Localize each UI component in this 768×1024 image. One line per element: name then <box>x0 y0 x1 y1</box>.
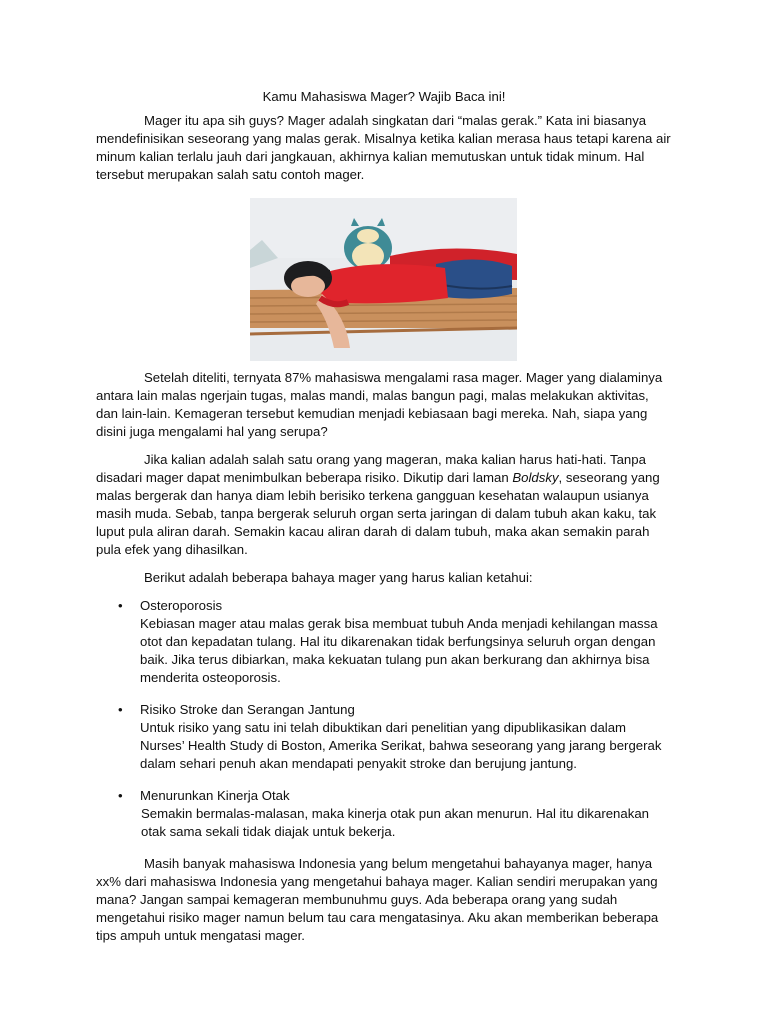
list-item <box>96 597 672 687</box>
closing-paragraph: Masih banyak mahasiswa Indonesia yang belum mengetahui bahayanya mager, hanya xx% dari mahasiswa Indonesia yang mengetahui bahaya mager. Kalian sendiri merupakan yang mana? Jangan sampai kemageran membunuhmu guys. Ada beberapa orang yang sudah mengetahui risiko mager namun belum tau cara mengatasinya. Aku akan memberikan beberapa tips ampuh untuk mengatasi mager. <box>96 856 659 943</box>
list-item-heading: Osteroporosis <box>140 598 223 613</box>
list-item-heading: Menurunkan Kinerja Otak <box>140 788 290 803</box>
bullet-icon: • <box>118 788 123 803</box>
list-item-body: Kebiasan mager atau malas gerak bisa membuat tubuh Anda menjadi kehilangan massa otot dan kepadatan tulang. Hal itu dikarenakan tidak berfungsinya seluruh organ dengan baik. Jika terus dibiarkan, maka kekuatan tulang pun akan berkurang dan akhirnya bisa menderita osteoporosis. <box>140 616 658 685</box>
person-lying-on-bed-photo <box>250 198 517 361</box>
list-item-heading: Risiko Stroke dan Serangan Jantung <box>140 702 355 717</box>
bullet-icon: • <box>118 702 123 717</box>
intro-paragraph: Mager itu apa sih guys? Mager adalah singkatan dari “malas gerak.” Kata ini biasanya mendefinisikan seseorang yang malas gerak. Misalnya ketika kalian merasa haus tetapi karena air minum kalian terlalu jauh dari jangkauan, akhirnya kalian memutuskan untuk tidak minum. Hal tersebut merupakan salah satu contoh mager. <box>96 113 671 182</box>
list-intro-paragraph: Berikut adalah beberapa bahaya mager yang harus kalian ketahui: <box>144 570 533 585</box>
list-item <box>96 701 672 773</box>
list-item-body: Semakin bermalas-malasan, maka kinerja otak pun akan menurun. Hal itu dikarenakan otak sama sekali tidak diajak untuk bekerja. <box>141 806 649 839</box>
list-item-body: Untuk risiko yang satu ini telah dibuktikan dari penelitian yang dipublikasikan dalam Nurses’ Health Study di Boston, Amerika Serikat, bahwa seseorang yang jarang bergerak dalam sehari penuh akan mendapati penyakit stroke dan berujung jantung. <box>140 720 662 771</box>
list-item <box>96 787 672 841</box>
risk-text-after: , seseorang yang malas bergerak dan hanya diam lebih berisiko terkena gangguan kesehatan walaupun usianya masih muda. Sebab, tanpa bergerak seluruh organ serta jaringan di dalam tubuh akan kaku, tak luput pula aliran darah. Semakin kacau aliran darah di dalam tubuh, maka akan semakin parah pula efek yang dihasilkan. <box>96 470 660 557</box>
document-title: Kamu Mahasiswa Mager? Wajib Baca ini! <box>262 89 506 104</box>
bullet-icon: • <box>118 598 123 613</box>
risk-paragraph <box>96 451 672 559</box>
danger-list <box>96 597 672 841</box>
risk-text-before: Jika kalian adalah salah satu orang yang mageran, maka kalian harus hati-hati. Tanpa disadari mager dapat menimbulkan beberapa risiko. Dikutip dari laman <box>96 452 646 485</box>
source-name: Boldsky <box>512 470 559 485</box>
statistics-paragraph: Setelah diteliti, ternyata 87% mahasiswa mengalami rasa mager. Mager yang dialaminya antara lain malas ngerjain tugas, malas mandi, malas bangun pagi, malas melakukan aktivitas, dan lain-lain. Kemageran tersebut kemudian menjadi kebiasaan bagi mereka. Nah, siapa yang disini juga mengalami hal yang serupa? <box>96 370 663 439</box>
